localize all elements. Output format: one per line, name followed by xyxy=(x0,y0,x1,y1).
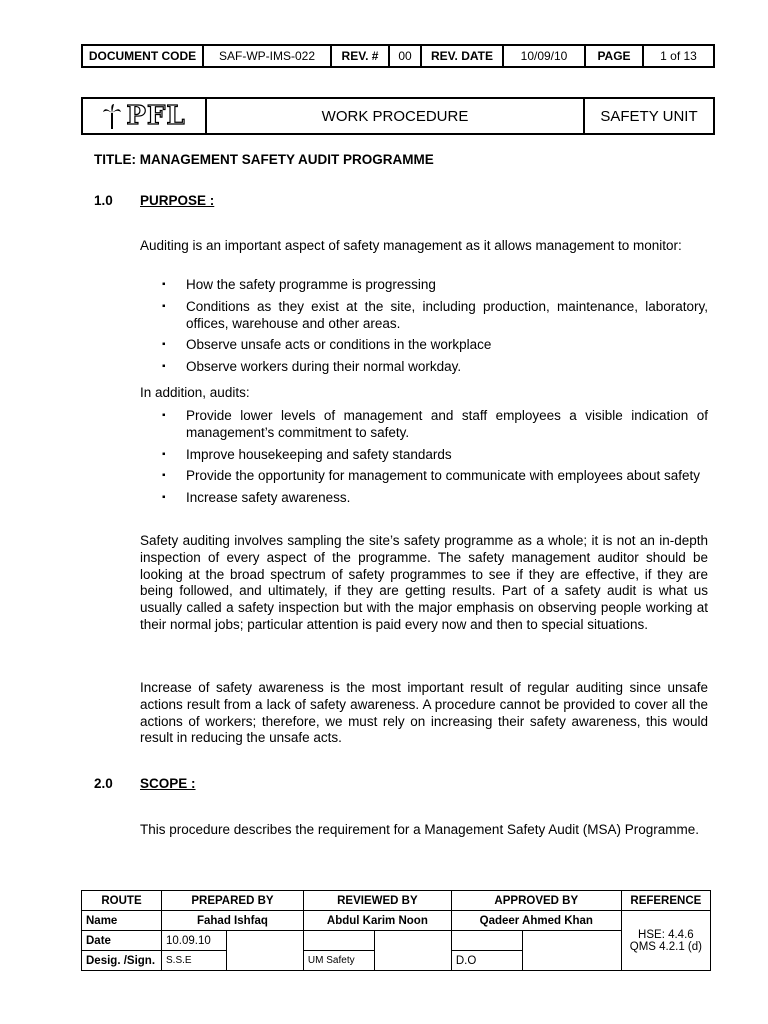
table-row xyxy=(82,911,711,931)
list-item: ▪ Observe unsafe acts or conditions in the workplace xyxy=(162,337,492,353)
approved-date xyxy=(451,931,522,951)
purpose-intro: Auditing is an important aspect of safety management as it allows management to monitor: xyxy=(140,238,682,253)
approved-by-header: APPROVED BY xyxy=(451,891,621,911)
reference-qms: QMS 4.2.1 (d) xyxy=(629,940,702,953)
prepared-sign xyxy=(227,931,304,971)
approved-desig: D.O xyxy=(451,951,522,971)
bullet-icon: ▪ xyxy=(162,448,166,460)
document-title: TITLE: MANAGEMENT SAFETY AUDIT PROGRAMME xyxy=(94,152,434,167)
palm-tree-icon xyxy=(102,103,122,129)
reviewed-by-header: REVIEWED BY xyxy=(303,891,451,911)
bullet-icon: ▪ xyxy=(162,339,166,351)
bullet-icon: ▪ xyxy=(162,279,166,290)
rev-date: 10/09/10 xyxy=(503,45,585,67)
list-item: ▪ Provide lower levels of management and staff employees a visible indication of management’s commitment to safety. xyxy=(162,408,708,440)
list-item: ▪ Provide the opportunity for management to communicate with employees about safety xyxy=(162,468,701,484)
reference-header: REFERENCE xyxy=(621,891,710,911)
reference-value xyxy=(621,911,710,971)
purpose-bullets-2 xyxy=(140,408,708,512)
bullet-icon: ▪ xyxy=(162,492,166,504)
list-item: ▪ Observe workers during their normal workday. xyxy=(162,359,462,375)
purpose-addition: In addition, audits: xyxy=(140,385,250,400)
purpose-number: 1.0 xyxy=(94,193,113,208)
prepared-name: Fahad Ishfaq xyxy=(162,911,304,931)
scope-text: This procedure describes the requirement for a Management Safety Audit (MSA) Programme. xyxy=(140,822,700,837)
bullet-icon: ▪ xyxy=(162,300,166,312)
rev-date-label: REV. DATE xyxy=(421,45,503,67)
table-row xyxy=(82,891,711,911)
purpose-bullets-1 xyxy=(140,277,708,381)
bullet-icon: ▪ xyxy=(162,361,166,373)
scope-number: 2.0 xyxy=(94,776,113,791)
list-item: ▪ Conditions as they exist at the site, including production, maintenance, laboratory, offices, warehouse and other areas. xyxy=(162,298,708,331)
reviewed-name: Abdul Karim Noon xyxy=(303,911,451,931)
reviewed-desig: UM Safety xyxy=(303,951,374,971)
rev-label: REV. # xyxy=(331,45,389,67)
prepared-desig: S.S.E xyxy=(162,951,227,971)
reviewed-date xyxy=(303,931,374,951)
list-item: ▪ Increase safety awareness. xyxy=(162,490,351,506)
scope-label: SCOPE : xyxy=(140,776,196,791)
approved-sign xyxy=(522,931,621,971)
page-label: PAGE xyxy=(585,45,643,67)
title-block xyxy=(81,97,715,135)
bullet-icon: ▪ xyxy=(162,470,166,482)
approved-name: Qadeer Ahmed Khan xyxy=(451,911,621,931)
rev-value: 00 xyxy=(389,45,421,67)
purpose-paragraph-2: Increase of safety awareness is the most important result of regular auditing since unsafe actions result from a lack of safety awareness. A procedure cannot be provided to cover all the actions of workers; therefore, we must rely on increasing their safety awareness, this would result in reducing the unsafe acts. xyxy=(140,680,708,746)
table-row xyxy=(82,931,711,951)
page-number: 1 of 13 xyxy=(643,45,714,67)
reviewed-sign xyxy=(374,931,451,971)
work-procedure-label: WORK PROCEDURE xyxy=(206,98,584,134)
doc-code: SAF-WP-IMS-022 xyxy=(203,45,331,67)
doc-code-label: DOCUMENT CODE xyxy=(82,45,203,67)
date-label: Date xyxy=(82,931,162,951)
reference-hse: HSE: 4.4.6 xyxy=(638,928,694,941)
company-logo xyxy=(82,98,206,134)
prepared-date: 10.09.10 xyxy=(162,931,227,951)
list-item: ▪ How the safety programme is progressing xyxy=(162,277,436,292)
document-header-table xyxy=(81,44,715,68)
bullet-icon: ▪ xyxy=(162,410,166,421)
logo-text: PFL xyxy=(126,101,186,131)
purpose-label: PURPOSE : xyxy=(140,193,215,208)
purpose-paragraph-1: Safety auditing involves sampling the site’s safety programme as a whole; it is not an in-depth inspection of every aspect of the programme. The safety management auditor should be looking at the broad spectrum of safety programmes to see if they are effective, if they are being followed, and ultimately, if they are getting results. Part of a safety audit is what us usually called a safety inspection but with the major emphasis on observing people working at their normal jobs; particular attention is paid every now and then to special situations. xyxy=(140,533,708,632)
name-label: Name xyxy=(82,911,162,931)
prepared-by-header: PREPARED BY xyxy=(162,891,304,911)
unit-label: SAFETY UNIT xyxy=(584,98,714,134)
desig-label: Desig. /Sign. xyxy=(82,951,162,971)
list-item: ▪ Improve housekeeping and safety standards xyxy=(162,446,452,462)
approval-table xyxy=(81,890,711,971)
route-header: ROUTE xyxy=(82,891,162,911)
